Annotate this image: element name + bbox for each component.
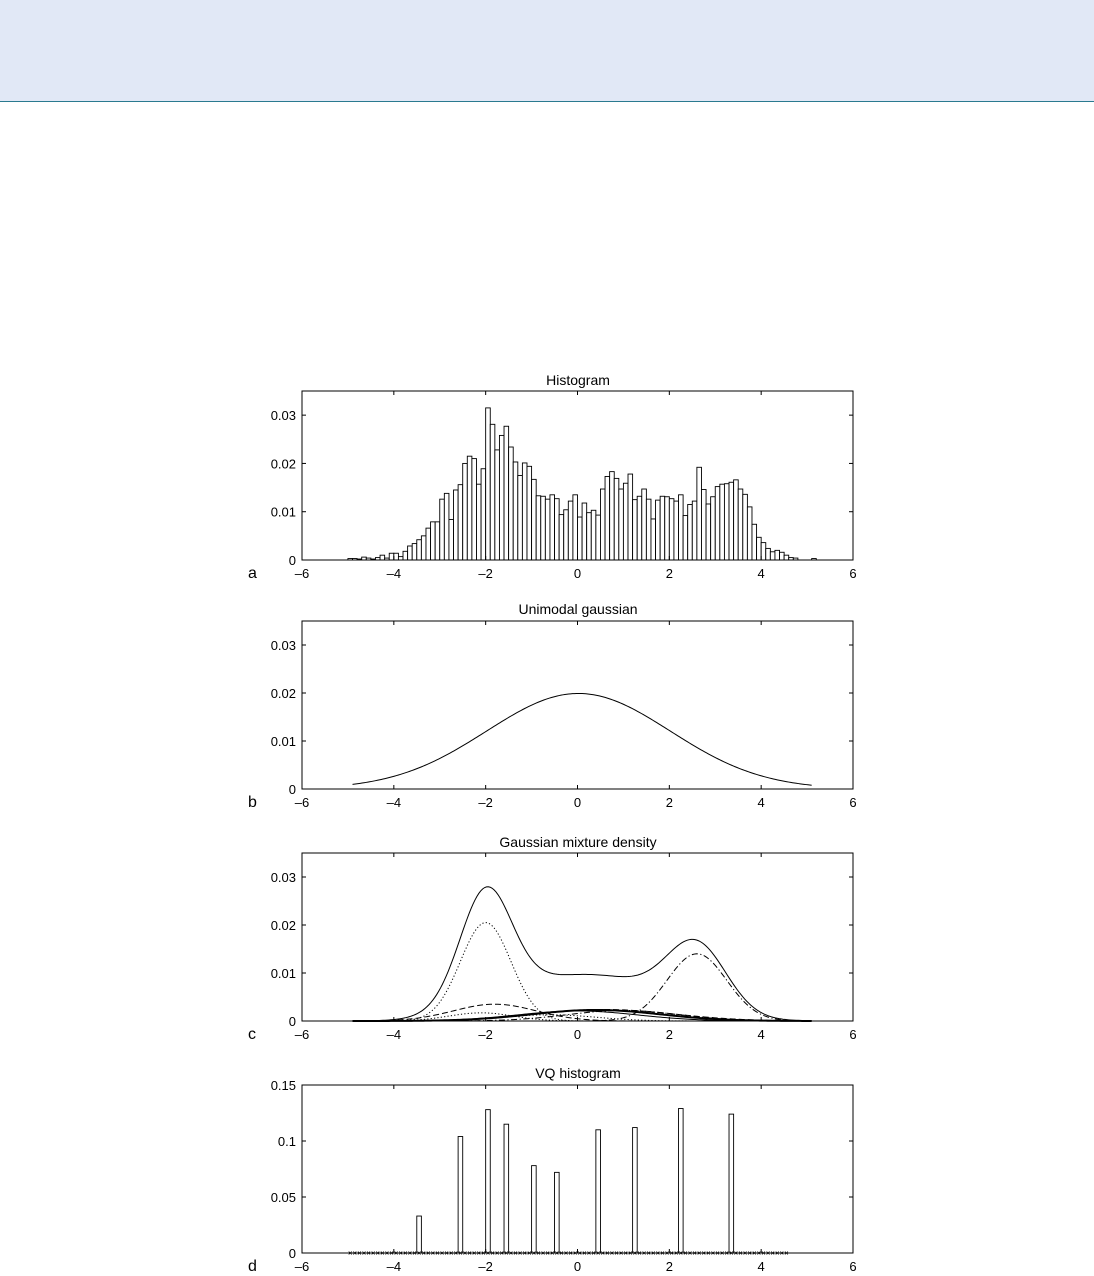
bar <box>770 552 775 560</box>
bar <box>559 515 564 560</box>
bar <box>440 499 445 560</box>
x-tick-label: 6 <box>849 795 857 810</box>
x-tick-label: –4 <box>386 795 402 810</box>
bar <box>642 489 647 560</box>
y-tick-label: 0 <box>288 1246 296 1261</box>
bar <box>679 1109 684 1253</box>
y-tick-label: 0.05 <box>270 1190 296 1205</box>
bar <box>715 487 720 560</box>
bar <box>752 524 757 560</box>
bar <box>568 501 573 560</box>
chart-title: Gaussian mixture density <box>499 834 657 850</box>
bar <box>701 490 706 560</box>
bar <box>545 499 550 560</box>
x-tick-label: 0 <box>573 795 582 810</box>
bar <box>431 522 436 560</box>
x-tick-label: –2 <box>478 566 493 581</box>
bar <box>679 495 684 560</box>
bar <box>578 517 583 560</box>
plot-frame <box>302 621 853 789</box>
y-tick-label: 0 <box>288 1014 296 1029</box>
panel-label: a <box>248 565 257 582</box>
bar <box>688 504 693 560</box>
x-tick-label: –2 <box>478 1027 493 1042</box>
bar <box>711 497 716 560</box>
y-tick-label: 0.03 <box>270 638 296 653</box>
bar <box>458 1137 463 1253</box>
bar <box>720 484 725 560</box>
y-tick-label: 0.02 <box>270 918 296 933</box>
bar <box>706 504 711 560</box>
y-tick-label: 0.02 <box>270 456 296 472</box>
x-tick-label: –4 <box>386 1259 402 1274</box>
bar <box>747 507 752 560</box>
bar <box>472 459 477 560</box>
chart-title: Unimodal gaussian <box>518 601 638 617</box>
bar <box>449 519 454 560</box>
x-tick-label: –6 <box>294 566 310 581</box>
bar <box>724 484 729 560</box>
bar <box>499 435 504 560</box>
bar <box>389 553 394 560</box>
bar <box>780 552 785 560</box>
bar <box>633 1128 638 1253</box>
bar <box>591 510 596 560</box>
bar <box>532 1166 537 1253</box>
x-tick-label: 2 <box>665 1027 673 1042</box>
bar <box>633 500 638 560</box>
bar <box>614 478 619 560</box>
bar <box>398 557 403 560</box>
x-tick-label: 0 <box>573 1027 582 1042</box>
y-tick-label: 0.01 <box>270 504 296 520</box>
bar <box>481 469 486 560</box>
bar <box>692 501 697 560</box>
bar <box>490 424 495 560</box>
bar <box>619 489 624 560</box>
bar <box>403 551 408 560</box>
x-tick-label: 2 <box>665 795 673 810</box>
component-line <box>353 923 812 1021</box>
bar <box>775 550 780 560</box>
bar <box>766 548 771 560</box>
bar <box>454 490 459 560</box>
bar <box>394 553 399 560</box>
chart-title: VQ histogram <box>535 1065 621 1081</box>
x-tick-label: –2 <box>478 1259 493 1274</box>
y-tick-label: 0 <box>288 782 296 797</box>
x-tick-label: 2 <box>665 1259 673 1274</box>
x-tick-label: 0 <box>573 566 582 581</box>
bar <box>458 485 463 560</box>
bar <box>550 495 555 560</box>
bar <box>417 1216 422 1253</box>
y-tick-label: 0.1 <box>277 1134 296 1149</box>
x-tick-label: 4 <box>757 1027 765 1042</box>
bar <box>646 499 651 560</box>
bar <box>444 493 449 560</box>
x-tick-label: –4 <box>386 566 402 581</box>
density-line <box>353 693 812 785</box>
bar <box>651 519 656 560</box>
bar <box>476 484 481 560</box>
bar <box>674 501 679 560</box>
bar <box>669 499 674 560</box>
x-tick-label: –2 <box>478 795 493 810</box>
bar <box>463 463 468 560</box>
x-tick-label: 4 <box>757 566 765 581</box>
bar <box>564 510 569 560</box>
chart-title: Histogram <box>546 372 610 388</box>
bar <box>605 476 610 560</box>
unimodal-gaussian-panel <box>248 601 857 811</box>
bar <box>486 408 491 560</box>
x-tick-label: 6 <box>849 1259 857 1274</box>
bar <box>738 489 743 560</box>
bar <box>504 1124 509 1253</box>
x-tick-label: 4 <box>757 795 765 810</box>
bar <box>582 503 587 560</box>
bar <box>467 456 472 560</box>
y-tick-label: 0.03 <box>270 870 296 885</box>
component-line <box>353 1004 812 1021</box>
panel-label: c <box>248 1026 256 1043</box>
y-tick-label: 0.02 <box>270 686 296 701</box>
bar <box>734 480 739 560</box>
gaussian-mixture-panel <box>248 834 857 1043</box>
bar <box>504 426 509 560</box>
x-tick-label: 2 <box>665 566 673 581</box>
bar <box>495 450 500 560</box>
bar <box>596 1130 601 1253</box>
bar <box>596 515 601 560</box>
y-tick-label: 0 <box>288 553 296 568</box>
bar <box>513 462 518 560</box>
bar <box>421 536 426 560</box>
panel-label: d <box>248 1258 257 1275</box>
bar <box>784 555 789 560</box>
x-tick-label: –4 <box>386 1027 402 1042</box>
bar <box>600 489 605 560</box>
bar <box>683 516 688 560</box>
bar <box>573 495 578 560</box>
bar <box>628 474 633 560</box>
bar <box>412 544 417 560</box>
bar <box>761 543 766 560</box>
mixture-line <box>353 887 812 1021</box>
bar <box>555 499 560 560</box>
bar <box>743 494 748 560</box>
plot-frame <box>302 1085 853 1253</box>
x-tick-label: 6 <box>849 566 857 581</box>
bar <box>729 1114 734 1253</box>
bar <box>426 528 431 560</box>
bar <box>610 472 615 560</box>
vq-histogram-panel <box>248 1065 857 1275</box>
bar <box>435 522 440 560</box>
panel-label: b <box>248 794 257 811</box>
y-tick-label: 0.15 <box>270 1078 296 1093</box>
x-tick-label: 4 <box>757 1259 765 1274</box>
bar <box>408 546 413 560</box>
x-tick-label: 6 <box>849 1027 857 1042</box>
y-tick-label: 0.01 <box>270 734 296 749</box>
y-tick-label: 0.01 <box>270 966 296 981</box>
bar <box>532 479 537 560</box>
bar <box>509 447 514 560</box>
bar <box>587 513 592 560</box>
bar <box>486 1110 491 1253</box>
bar <box>623 483 628 560</box>
bar <box>518 476 523 561</box>
bar <box>380 555 385 560</box>
bar <box>522 463 527 560</box>
bar <box>697 467 702 560</box>
bar <box>729 482 734 560</box>
bar <box>660 496 665 560</box>
x-tick-label: –6 <box>294 1259 310 1274</box>
bar <box>536 496 541 560</box>
bar <box>417 540 422 560</box>
x-tick-label: –6 <box>294 795 310 810</box>
x-tick-label: 0 <box>573 1259 582 1274</box>
bar <box>527 466 532 560</box>
bar <box>656 500 661 560</box>
bar <box>637 496 642 560</box>
x-tick-label: –6 <box>294 1027 310 1042</box>
histogram-panel <box>248 372 857 582</box>
bar <box>757 537 762 560</box>
bar <box>555 1172 560 1253</box>
bar <box>541 496 546 560</box>
bar <box>665 497 670 560</box>
plot-frame <box>302 853 853 1021</box>
y-tick-label: 0.03 <box>270 408 296 424</box>
